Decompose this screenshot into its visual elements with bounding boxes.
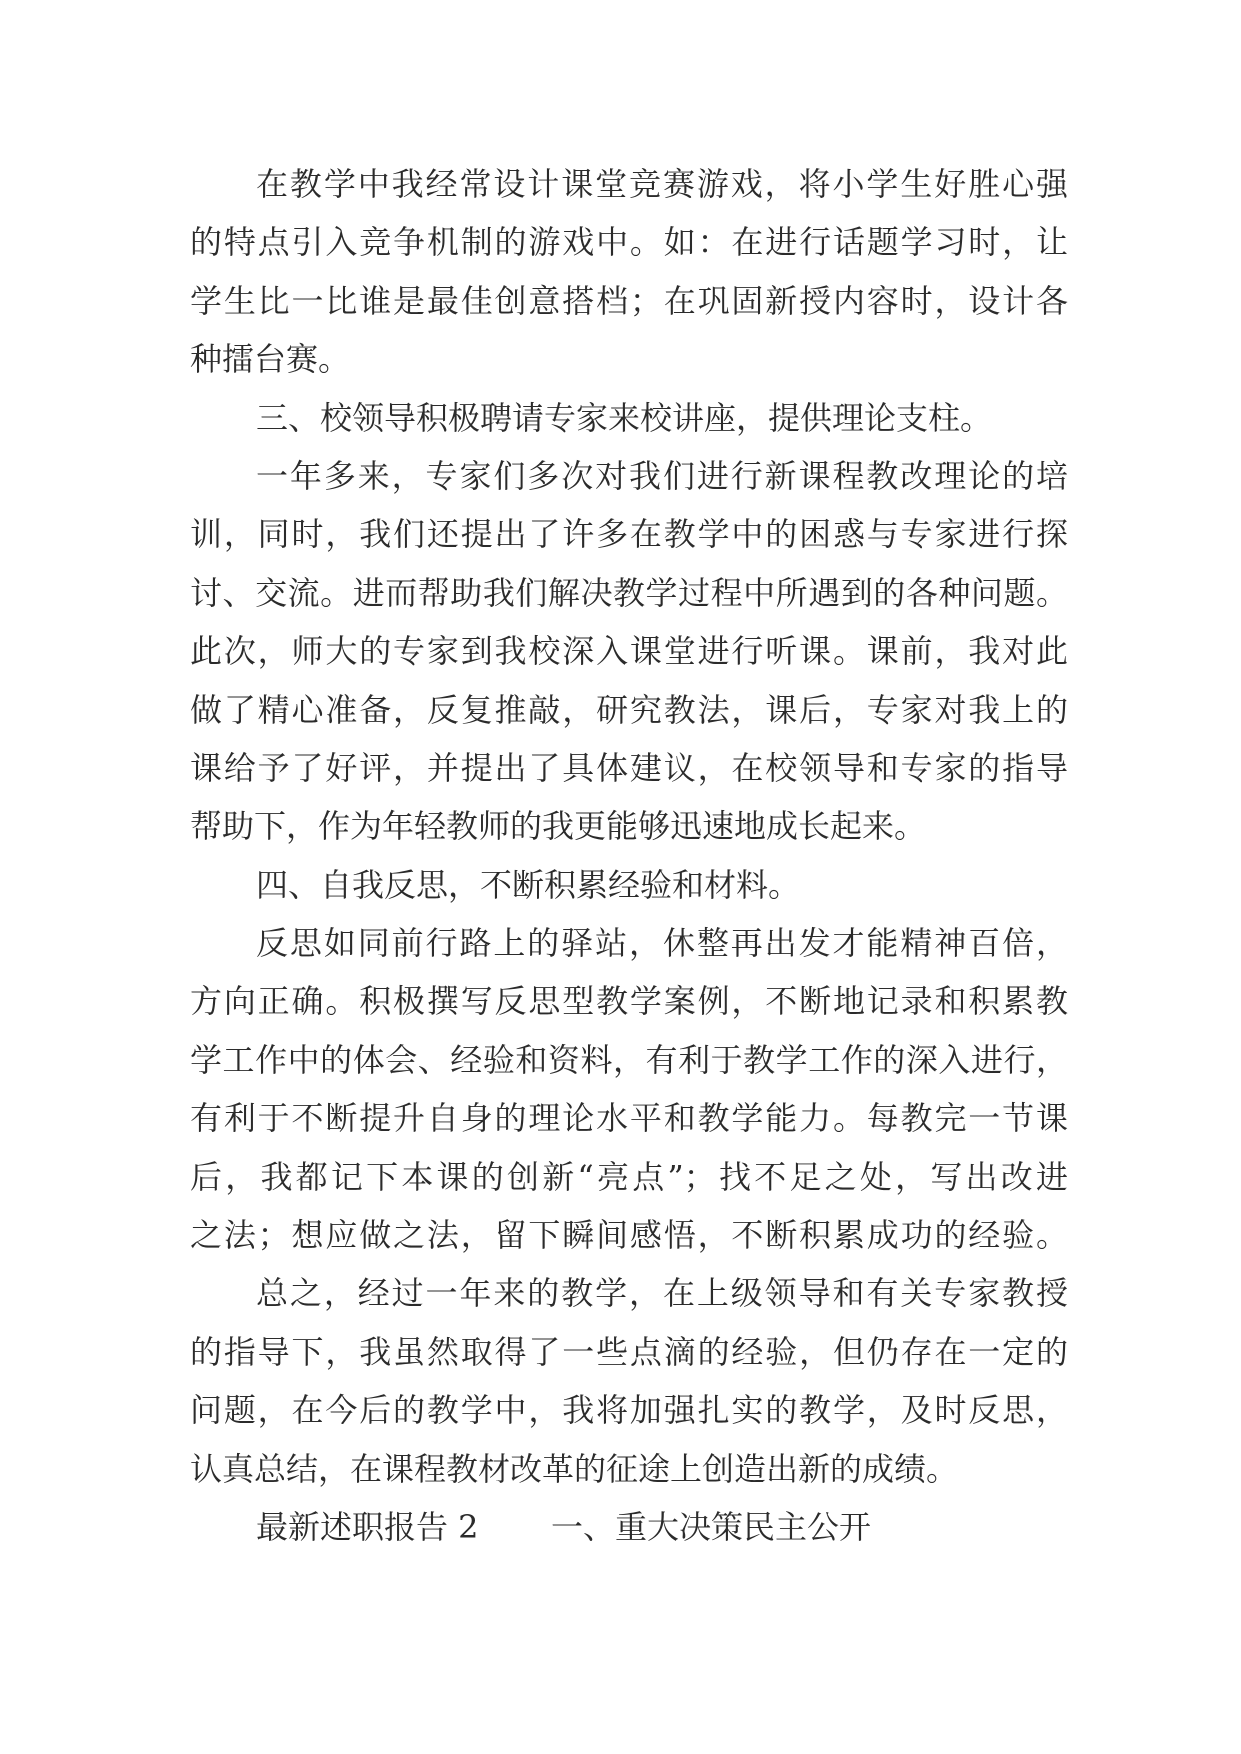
paragraph-expert-training — [190, 447, 1068, 856]
text-line: 学生比一比谁是最佳创意搭档；在巩固新授内容时，设计各 — [190, 281, 1068, 320]
text-line: 之法；想应做之法，留下瞬间感悟，不断积累成功的经验。 — [190, 1216, 1068, 1255]
document-body — [190, 155, 1068, 1556]
section-heading-four — [190, 856, 1068, 914]
heading-line: 三、校领导积极聘请专家来校讲座，提供理论支柱。 — [256, 398, 993, 437]
text-line: 训，同时，我们还提出了许多在教学中的困惑与专家进行探 — [190, 515, 1068, 554]
text-line: 课给予了好评，并提出了具体建议，在校领导和专家的指导 — [190, 748, 1068, 787]
section-heading-three — [190, 389, 1068, 447]
text-line: 学工作中的体会、经验和资料，有利于教学工作的深入进行， — [190, 1040, 1068, 1079]
text-line: 此次，师大的专家到我校深入课堂进行听课。课前，我对此 — [190, 632, 1068, 671]
paragraph-self-reflection — [190, 914, 1068, 1264]
paragraph-summary — [190, 1264, 1068, 1498]
closing-text-line — [190, 1498, 1068, 1556]
text-line: 有利于不断提升自身的理论水平和教学能力。每教完一节课 — [190, 1099, 1068, 1138]
text-line: 做了精心准备，反复推敲，研究教法，课后，专家对我上的 — [190, 690, 1068, 729]
section-heading-one: 一、重大决策民主公开 — [551, 1507, 872, 1546]
text-line: 方向正确。积极撰写反思型教学案例，不断地记录和积累教 — [190, 982, 1068, 1021]
text-line: 种擂台赛。 — [190, 340, 351, 379]
text-line: 认真总结，在课程教材改革的征途上创造出新的成绩。 — [190, 1449, 959, 1488]
text-line: 后，我都记下本课的创新“亮点”；找不足之处，写出改进 — [190, 1157, 1068, 1196]
report-title: 最新述职报告 2 — [256, 1507, 479, 1546]
heading-line: 四、自我反思，不断积累经验和材料。 — [256, 865, 801, 904]
text-line: 的指导下，我虽然取得了一些点滴的经验，但仍存在一定的 — [190, 1332, 1068, 1371]
paragraph-classroom-games — [190, 155, 1068, 389]
text-line: 帮助下，作为年轻教师的我更能够迅速地成长起来。 — [190, 807, 927, 846]
text-line: 反思如同前行路上的驿站，休整再出发才能精神百倍， — [256, 924, 1068, 963]
text-line: 问题，在今后的教学中，我将加强扎实的教学，及时反思， — [190, 1391, 1068, 1430]
text-line: 总之，经过一年来的教学，在上级领导和有关专家教授 — [256, 1274, 1068, 1313]
text-line: 讨、交流。进而帮助我们解决教学过程中所遇到的各种问题。 — [190, 573, 1068, 612]
text-line: 在教学中我经常设计课堂竞赛游戏，将小学生好胜心强 — [256, 165, 1068, 203]
text-line: 一年多来，专家们多次对我们进行新课程教改理论的培 — [256, 456, 1068, 495]
closing-line — [190, 1498, 1068, 1556]
text-line: 的特点引入竞争机制的游戏中。如：在进行话题学习时，让 — [190, 223, 1068, 262]
